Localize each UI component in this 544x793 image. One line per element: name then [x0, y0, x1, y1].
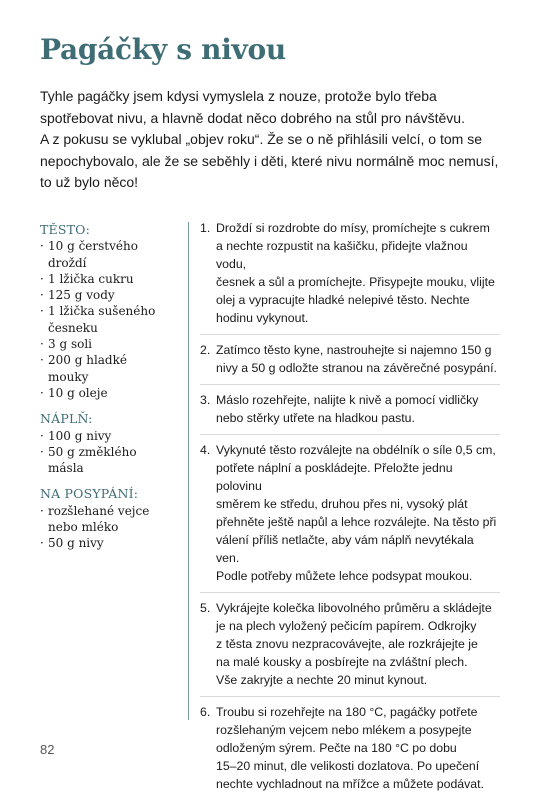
page-number: 82	[40, 742, 55, 757]
ingredient-item: · 1 lžička cukru	[40, 271, 170, 287]
step-line: nechte vychladnout na mřížce a můžete podávat.	[216, 777, 484, 791]
ingredient-item: · 50 g změklého másla	[40, 444, 170, 477]
step-line: odloženým sýrem. Pečte na 180 °C po dobu	[216, 741, 457, 755]
step-line: Droždí si rozdrobte do mísy, promíchejte s cukrem	[216, 221, 490, 235]
ingredient-item: · 50 g nivy	[40, 535, 170, 551]
step-separator	[200, 384, 500, 385]
ingredient-list-napln	[40, 428, 170, 477]
step-separator	[200, 592, 500, 593]
step-line: nebo stěrky utřete na hladkou pastu.	[216, 411, 415, 425]
ingredient-item: · 200 g hladké mouky	[40, 352, 170, 385]
step-line: válení příliš netlačte, aby vám náplň nevytékala ven.	[216, 533, 474, 565]
section-heading-testo: TĚSTO:	[40, 222, 91, 237]
step-line: Zatímco těsto kyne, nastrouhejte si najemno 150 g	[216, 343, 492, 357]
ingredient-item: · 10 g čerstvého droždí	[40, 238, 170, 271]
step-line: Troubu si rozehřejte na 180 °C, pagáčky potřete	[216, 705, 478, 719]
step-item	[200, 599, 500, 689]
step-item	[200, 341, 500, 377]
step-number: 5.	[200, 601, 211, 615]
section-heading-napln: NÁPLŇ:	[40, 411, 93, 427]
section-heading-posypani: NA POSYPÁNÍ:	[40, 486, 139, 502]
intro-line: spotřebovat nivu, a hlavně dodat něco dobrého na stůl pro návštěvu.	[40, 109, 465, 126]
page-title: Pagáčky s nivou	[40, 33, 286, 66]
step-item	[200, 391, 500, 427]
ingredient-item: · 10 g oleje	[40, 385, 170, 401]
intro-line: A z pokusu se vyklubal „objev roku“. Že se o ně přihlásili velcí, o tom se	[40, 131, 482, 147]
step-number: 1.	[200, 221, 211, 235]
step-line: potřete náplní a poskládejte. Přeložte jednu polovinu	[216, 461, 453, 493]
step-number: 6.	[200, 705, 211, 719]
intro-line: to už bylo něco!	[40, 174, 139, 190]
intro-text	[40, 86, 510, 194]
step-line: z těsta znovu nezpracovávejte, ale rozkrájejte je	[216, 637, 478, 651]
step-item	[200, 219, 500, 327]
ingredient-item: · 1 lžička sušeného česneku	[40, 303, 170, 336]
column-divider	[188, 222, 189, 720]
step-line: hodinu vykynout.	[216, 311, 309, 325]
ingredient-item: · 100 g nivy	[40, 428, 170, 444]
step-separator	[200, 696, 500, 697]
step-separator	[200, 334, 500, 335]
step-item	[200, 703, 500, 793]
step-number: 4.	[200, 443, 211, 457]
step-separator	[200, 434, 500, 435]
ingredient-item: · rozšlehané vejce nebo mléko	[40, 503, 170, 536]
ingredients-column	[40, 222, 170, 562]
step-line: 15–20 minut, dle velikosti dozlatova. Po upečení	[216, 759, 480, 773]
step-line: je na plech vyložený pečicím papírem. Odkrojky	[216, 619, 477, 633]
ingredient-list-posypani	[40, 503, 170, 552]
step-line: česnek a sůl a promíchejte. Přisypejte mouku, vlijte	[216, 275, 495, 289]
step-line: Vše zakryjte a nechte 20 minut kynout.	[216, 673, 428, 687]
step-line: směrem ke středu, druhou přes ni, vysoký plát	[216, 497, 468, 511]
step-line: přehněte ještě napůl a lehce rozválejte. Na těsto při	[216, 515, 497, 529]
intro-line: nepochybovalo, ale že se seběhly i děti, které nivu normálně moc nemusí,	[40, 152, 499, 169]
step-line: Vykynuté těsto rozválejte na obdélník o síle 0,5 cm,	[216, 443, 496, 457]
ingredient-item: · 125 g vody	[40, 287, 170, 303]
intro-line: Tyhle pagáčky jsem kdysi vymyslela z nouze, protože bylo třeba	[40, 88, 437, 104]
step-line: Máslo rozehřejte, nalijte k nivě a pomocí vidličky	[216, 393, 479, 407]
step-item	[200, 441, 500, 585]
steps-list	[200, 219, 500, 793]
step-line: nivy a 50 g odložte stranou na závěrečné posypání.	[216, 361, 497, 375]
step-line: rozšlehaným vejcem nebo mlékem a posypejte	[216, 723, 472, 737]
step-line: Vykrájejte kolečka libovolného průměru a skládejte	[216, 601, 492, 615]
step-line: na malé kousky a posbírejte na zvláštní plech.	[216, 655, 468, 669]
ingredient-list-testo	[40, 238, 170, 401]
step-number: 3.	[200, 393, 211, 407]
step-line: olej a vypracujte hladké nelepivé těsto. Nechte	[216, 293, 470, 307]
ingredient-item: · 3 g soli	[40, 336, 170, 352]
step-line: a nechte rozpustit na kašičku, přidejte vlažnou vodu,	[216, 239, 468, 271]
step-number: 2.	[200, 343, 211, 357]
step-line: Podle potřeby můžete lehce podsypat moukou.	[216, 569, 473, 583]
